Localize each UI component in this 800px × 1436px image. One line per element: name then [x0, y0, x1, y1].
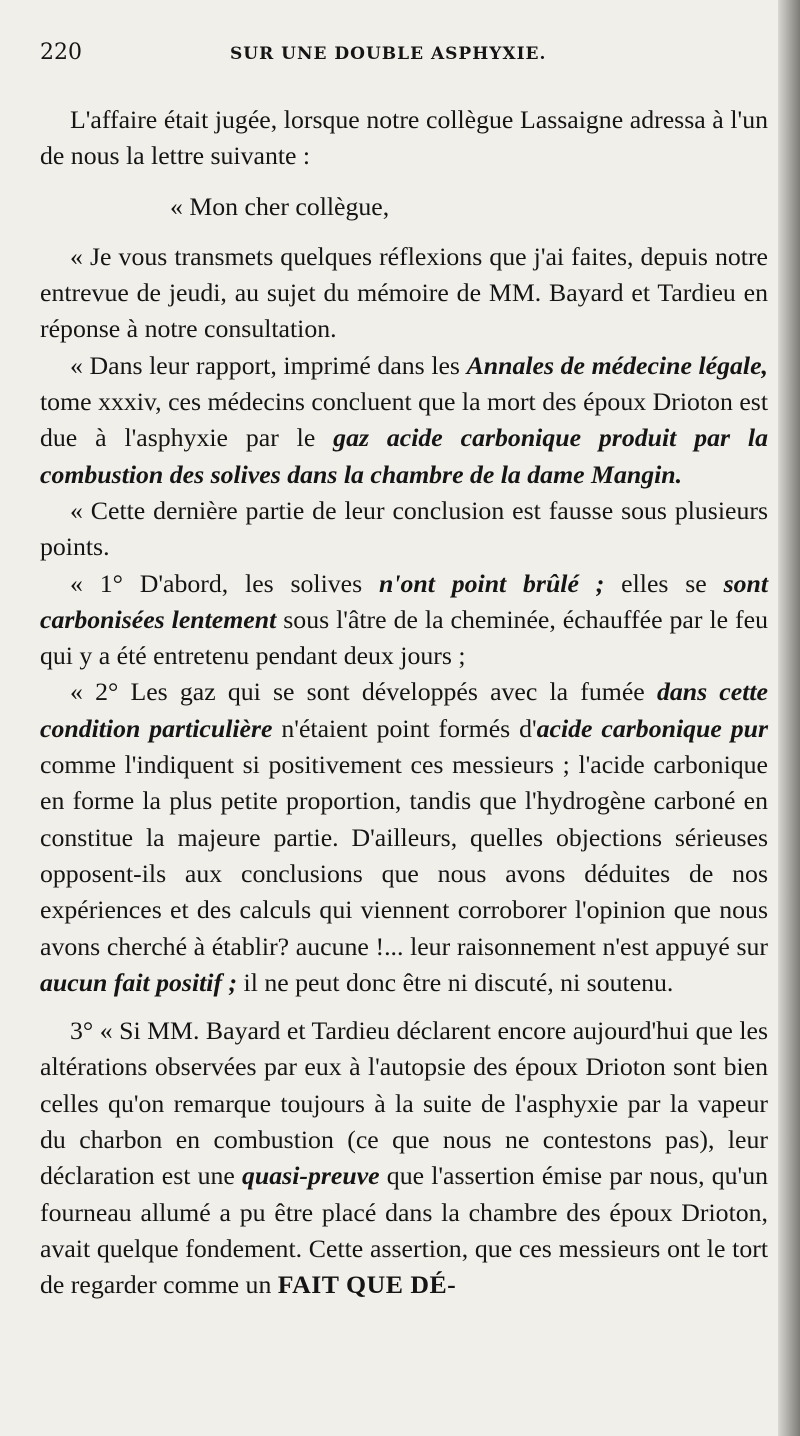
running-title: SUR UNE DOUBLE ASPHYXIE. — [230, 44, 547, 64]
paragraph-conclusion: « Cette dernière partie de leur conclusion est fausse sous plusieurs points. — [40, 495, 768, 562]
emphasis-text: sont carbonisées lentement — [40, 568, 769, 634]
text-run: elles se — [604, 568, 724, 598]
text-run: tome xxxiv, ces médecins concluent que la mort des époux Drioton est due à l'asphyxie par le — [40, 387, 768, 453]
paragraph-rapport — [40, 348, 768, 493]
book-page — [40, 40, 768, 1304]
emphasis-text: dans cette condition particulière — [40, 677, 768, 743]
page-header — [40, 40, 768, 80]
text-run: « 1° D'abord, les solives — [70, 568, 379, 598]
paragraph-transmission: « Je vous transmets quelques réflexions que j'ai faites, depuis notre entrevue de jeudi, au sujet du mémoire de MM. Bayard et Tardieu en réponse à notre consultation. — [40, 241, 768, 344]
journal-title: Annales de médecine légale, — [466, 350, 768, 380]
emphasis-text: n'ont point brûlé ; — [378, 568, 605, 598]
paragraph-intro: L'affaire était jugée, lorsque notre collègue Lassaigne adressa à l'un de nous la lettre suivante : — [40, 105, 768, 171]
text-run: il ne peut donc être ni discuté, ni soutenu. — [237, 967, 674, 997]
page-edge-shadow — [778, 0, 800, 1436]
text-run: 3° « Si MM. Bayard et Tardieu déclarent encore aujourd'hui que les altérations observées par eux à l'autopsie des époux Drioton sont bien celles qu'on remarque toujours à la suite de l'asphyxie par la vapeur du charbon en combustion (ce que nous ne contestons pas), leur déclaration est une — [40, 1016, 768, 1191]
text-run: comme l'indiquent si positivement ces messieurs ; l'acide carbonique en forme la plus petite proportion, tandis que l'hydrogène carboné en constitue la majeure partie. D'ailleurs, quelles objections sérieuses opposent-ils aux conclusions que nous avons déduites de nos expériences et des calculs qui viennent corroborer l'opinion que nous avons cherché à établir? aucune !... leur raisonnement n'est appuyé sur — [40, 750, 768, 961]
text-run: « Dans leur rapport, imprimé dans les — [70, 350, 467, 380]
text-run: que l'assertion émise par nous, qu'un fourneau allumé a pu être placé dans la chambre des époux Drioton, avait quelque fondement. Cette assertion, que ces messieurs ont le tort de regarder comme un — [40, 1161, 768, 1300]
text-run: sous l'âtre de la cheminée, échauffée par le feu qui y a été entretenu pendant deux jours ; — [40, 604, 768, 671]
paragraph-point-2 — [40, 674, 768, 1001]
emphasis-text: gaz acide carbonique produit par la combustion des solives dans la chambre de la dame Mangin. — [40, 423, 768, 489]
letter-salutation: « Mon cher collègue, — [170, 191, 390, 221]
page-body — [40, 102, 768, 1304]
small-caps-text: FAIT QUE DÉ- — [277, 1270, 457, 1300]
paragraph-point-1 — [40, 566, 768, 675]
paragraph-point-3 — [40, 1013, 768, 1303]
emphasis-text: acide carbonique pur — [536, 713, 768, 743]
emphasis-text: aucun fait positif ; — [40, 967, 238, 997]
text-run: « 2° Les gaz qui se sont développés avec la fumée — [70, 677, 657, 707]
emphasis-text: quasi-preuve — [242, 1161, 380, 1191]
text-run: n'étaient point formés d' — [272, 713, 537, 743]
page-number: 220 — [40, 40, 82, 65]
